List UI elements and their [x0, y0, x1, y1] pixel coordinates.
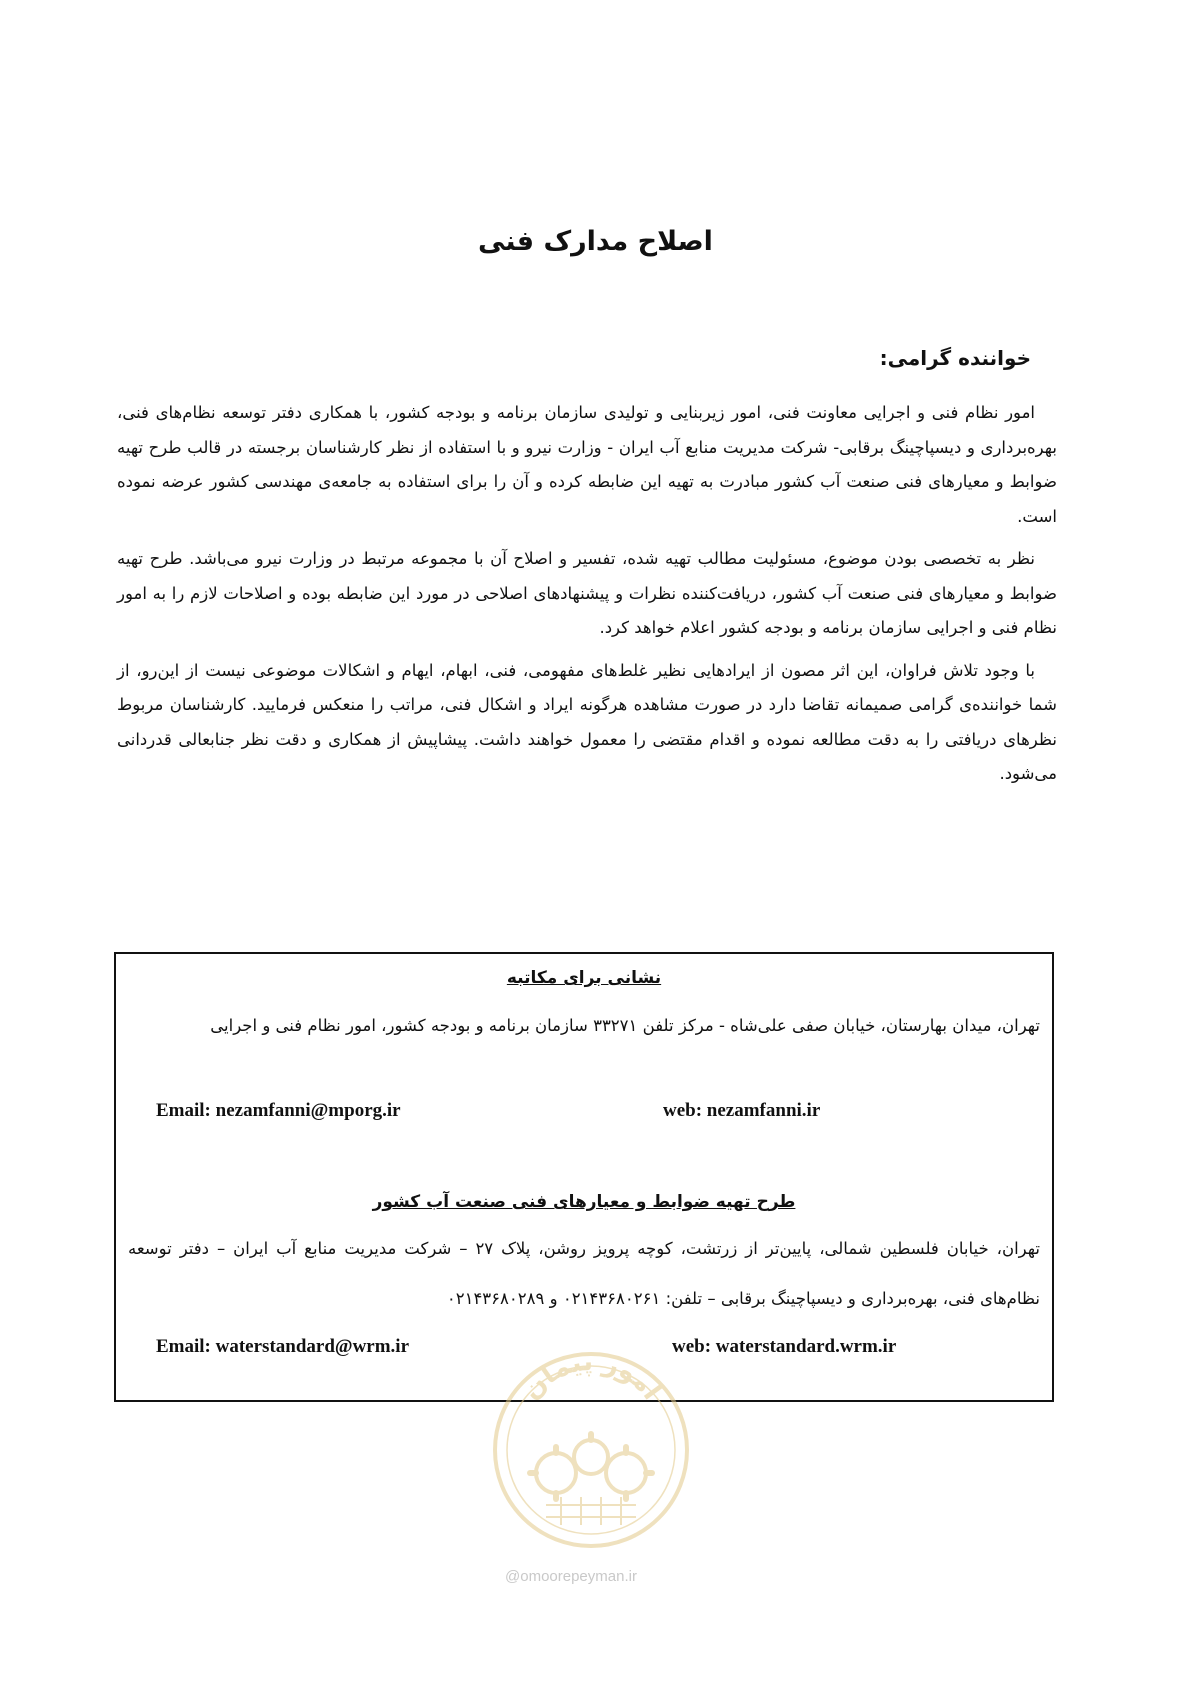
correspondence-address: تهران، میدان بهارستان، خیابان صفی علی‌شاه - مرکز تلفن ۳۳۲۷۱ سازمان برنامه و بودجه کشور، امور نظام فنی و اجرایی	[210, 1016, 1040, 1035]
page-title: اصلاح مدارک فنی	[478, 226, 713, 257]
paragraph: با وجود تلاش فراوان، این اثر مصون از ایرادهایی نظیر غلط‌های مفهومی، فنی، ابهام، ایهام و اشکالات موضوعی نیست از این‌رو، از شما خواننده‌ی گرامی صمیمانه تقاضا دارد در صورت مشاهده هرگونه ایراد و اشکال فنی، مراتب را منعکس فرمایید. کارشناسان مربوط نظرهای دریافتی را به دقت مطالعه نموده و اقدام مقتضی را معمول خواهند داشت. پیشاپیش از همکاری و دقت نظر جنابعالی قدردانی می‌شود.	[117, 660, 1057, 783]
water-standard-heading: طرح تهیه ضوابط و معیارهای فنی صنعت آب کشور	[372, 1192, 796, 1212]
waterstandard-email[interactable]: Email: waterstandard@wrm.ir	[156, 1336, 410, 1357]
greeting-heading: خواننده گرامی:	[879, 346, 1031, 370]
waterstandard-web-link[interactable]: web: waterstandard.wrm.ir	[672, 1336, 897, 1357]
water-standard-address: تهران، خیابان فلسطین شمالی، پایین‌تر از زرتشت، کوچه پرویز روشن، پلاک ۲۷ – شرکت مدیریت منابع آب ایران – دفتر توسعه نظام‌های فنی، بهره‌برداری و دیسپاچینگ برقابی – تلفن: ۰۲۱۴۳۶۸۰۲۶۱ و ۰۲۱۴۳۶۸۰۲۸۹	[128, 1239, 1040, 1308]
nezamfanni-email[interactable]: Email: nezamfanni@mporg.ir	[156, 1100, 401, 1121]
contact-box	[114, 952, 1054, 1402]
paragraph: امور نظام فنی و اجرایی معاونت فنی، امور زیربنایی و تولیدی سازمان برنامه و بودجه کشور، با همکاری دفتر توسعه نظام‌های فنی، بهره‌برداری و دیسپاچینگ برقابی- شرکت مدیریت منابع آب ایران - وزارت نیرو و با استفاده از نظر کارشناسان برجسته در قالب طرح تهیه ضوابط و معیارهای فنی صنعت آب کشور مبادرت به تهیه این ضابطه کرده و آن را برای استفاده به جامعه‌ی مهندسی کشور عرضه نموده است.	[117, 403, 1057, 526]
svg-text:امور پیمان	[516, 1347, 666, 1406]
paragraph: نظر به تخصصی بودن موضوع، مسئولیت مطالب تهیه شده، تفسیر و اصلاح آن با مجموعه مرتبط در وزارت نیرو می‌باشد. طرح تهیه ضوابط و معیارهای فنی صنعت آب کشور، دریافت‌کننده نظرات و پیشنهادهای اصلاحی در مورد این ضابطه بوده و اصلاحات لازم را به امور نظام فنی و اجرایی سازمان برنامه و بودجه کشور اعلام خواهد کرد.	[117, 549, 1057, 637]
body-text	[117, 396, 1057, 800]
watermark-handle: @omoorepeyman.ir	[505, 1568, 637, 1585]
nezamfanni-web-link[interactable]: web: nezamfanni.ir	[663, 1100, 821, 1121]
seal-logo-text: امور پیمان	[516, 1346, 667, 1406]
gear-seal-icon	[486, 1345, 696, 1555]
correspondence-heading: نشانی برای مکاتبه	[506, 968, 662, 988]
